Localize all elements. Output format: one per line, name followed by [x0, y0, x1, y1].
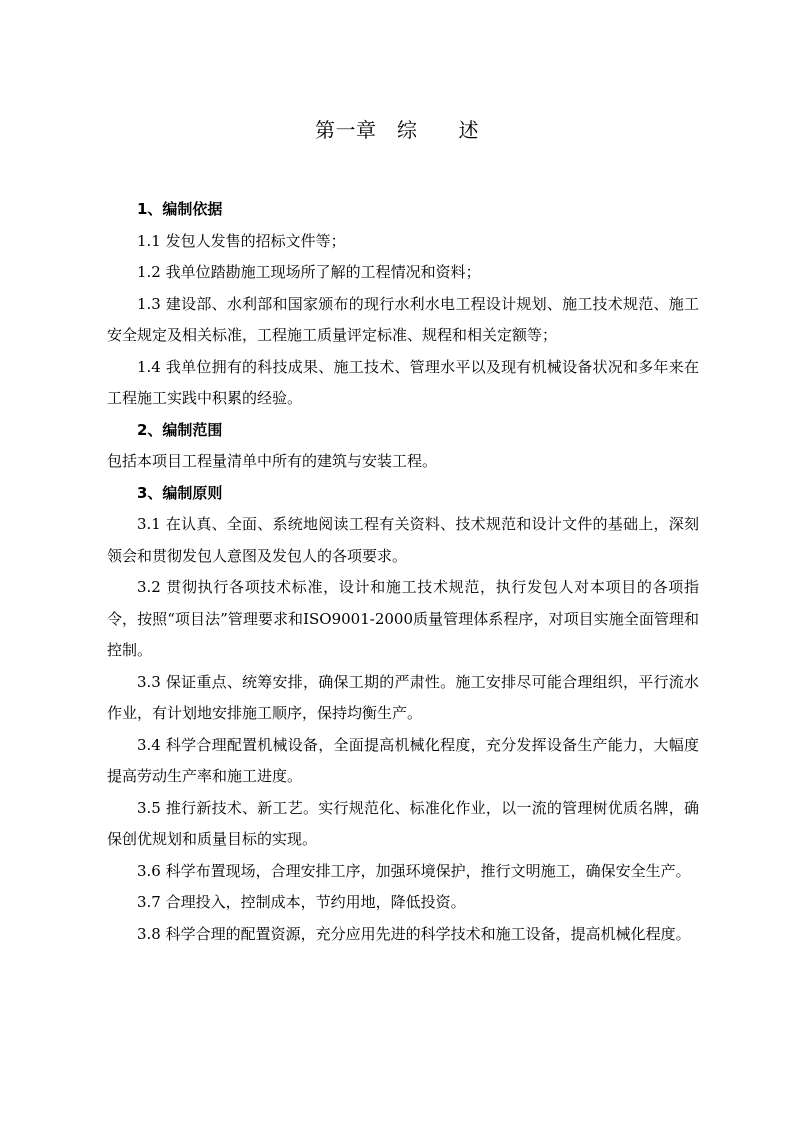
section-heading: 1、编制依据	[137, 200, 223, 218]
paragraph: 1.3 建设部、水利部和国家颁布的现行水利水电工程设计规划、施工技术规范、施工安全规定及相关标准，工程施工质量评定标准、规程和相关定额等；	[107, 294, 699, 344]
document-body	[107, 194, 699, 950]
paragraph: 3.3 保证重点、统筹安排，确保工期的严肃性。施工安排尽可能合理组织，平行流水作业，有计划地安排施工顺序，保持均衡生产。	[107, 672, 699, 722]
paragraph: 3.7 合理投入，控制成本，节约用地，降低投资。	[137, 893, 466, 911]
paragraph: 包括本项目工程量清单中所有的建筑与安装工程。	[107, 452, 438, 470]
paragraph: 3.4 科学合理配置机械设备，全面提高机械化程度，充分发挥设备生产能力，大幅度提高劳动生产率和施工进度。	[107, 735, 699, 785]
section-heading: 2、编制范围	[137, 420, 223, 439]
section-heading: 3、编制原则	[137, 483, 223, 502]
paragraph: 1.2 我单位踏勘施工现场所了解的工程情况和资料；	[137, 263, 481, 281]
paragraph: 3.2 贯彻执行各项技术标准，设计和施工技术规范，执行发包人对本项目的各项指令，按照“项目法”管理要求和ISO9001-2000质量管理体系程序，对项目实施全面管理和控制。	[107, 578, 699, 659]
paragraph: 1.4 我单位拥有的科技成果、施工技术、管理水平以及现有机械设备状况和多年来在工程施工实践中积累的经验。	[107, 357, 699, 407]
paragraph: 1.1 发包人发售的招标文件等；	[137, 231, 346, 250]
paragraph: 3.1 在认真、全面、系统地阅读工程有关资料、技术规范和设计文件的基础上，深刻领会和贯彻发包人意图及发包人的各项要求。	[107, 515, 699, 565]
paragraph: 3.8 科学合理的配置资源，充分应用先进的科学技术和施工设备，提高机械化程度。	[137, 924, 691, 943]
chapter-title: 第一章 综 述	[315, 118, 479, 142]
paragraph: 3.6 科学布置现场，合理安排工序，加强环境保护，推行文明施工，确保安全生产。	[137, 861, 691, 880]
paragraph: 3.5 推行新技术、新工艺。实行规范化、标准化作业，以一流的管理树优质名牌，确保创优规划和质量目标的实现。	[107, 798, 699, 848]
